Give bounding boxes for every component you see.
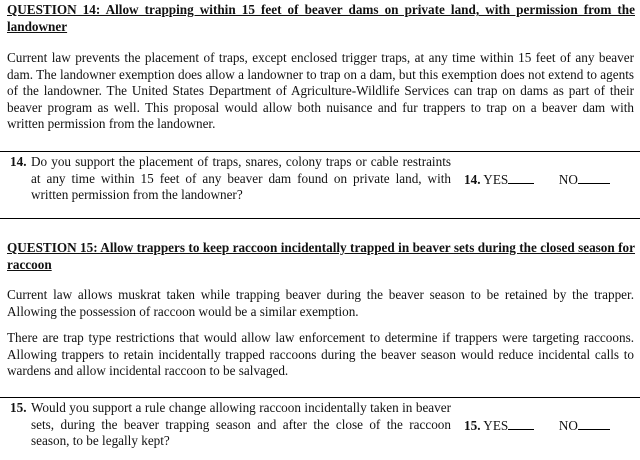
ballot-answer	[464, 171, 610, 189]
question-14-title: QUESTION 14: Allow trapping within 15 feet of beaver dams on private land, with permission from the landowner	[7, 2, 635, 34]
no-blank[interactable]	[578, 171, 610, 184]
question-14-description: Current law prevents the placement of traps, except enclosed trigger traps, at any time within 15 feet of any beaver dam. The landowner exemption does allow a landowner to trap on a dam, but this exemption does not extend to agents of the landowner. The United States Department of Agriculture-Wildlife Services can trap on dams as part of their beaver program as well. This proposal would allow both nuisance and fur trappers to trap on a beaver dam with written permission from the landowner.	[7, 50, 634, 131]
divider	[0, 218, 640, 219]
yes-blank[interactable]	[508, 171, 534, 184]
answer-number: 15.	[464, 418, 481, 433]
divider	[0, 151, 640, 152]
no-blank[interactable]	[578, 417, 610, 430]
yes-blank[interactable]	[508, 417, 534, 430]
answer-number: 14.	[464, 172, 481, 187]
yes-label: YES	[483, 418, 509, 433]
ballot-answer	[464, 417, 610, 435]
question-15-title: QUESTION 15: Allow trappers to keep raccoon incidentally trapped in beaver sets during the closed season for raccoon	[7, 240, 635, 272]
ballot-number: 14.	[10, 154, 27, 169]
ballot-number: 15.	[10, 400, 27, 415]
no-label: NO	[558, 172, 578, 187]
divider	[0, 397, 640, 398]
question-15-description-1: Current law allows muskrat taken while trapping beaver during the beaver season to be retained by the trapper. Allowing the possession of raccoon would be a similar exemption.	[7, 287, 634, 319]
question-15-ballot	[0, 400, 640, 458]
question-14-ballot	[0, 154, 640, 214]
ballot-question: Would you support a rule change allowing raccoon incidentally taken in beaver sets, during the beaver trapping season and after the close of the raccoon season, to be legally kept?	[31, 400, 451, 448]
question-15-description-2: There are trap type restrictions that would allow law enforcement to determine if trappers were targeting raccoons. Allowing trappers to retain incidentally trapped raccoons during the beaver season would reduce incidental calls to wardens and allow incidental raccoon to be salvaged.	[7, 330, 634, 378]
ballot-question: Do you support the placement of traps, snares, colony traps or cable restraints at any time within 15 feet of any beaver dam found on private land, with written permission from the landowner?	[31, 154, 451, 202]
yes-label: YES	[483, 172, 509, 187]
no-label: NO	[558, 418, 578, 433]
